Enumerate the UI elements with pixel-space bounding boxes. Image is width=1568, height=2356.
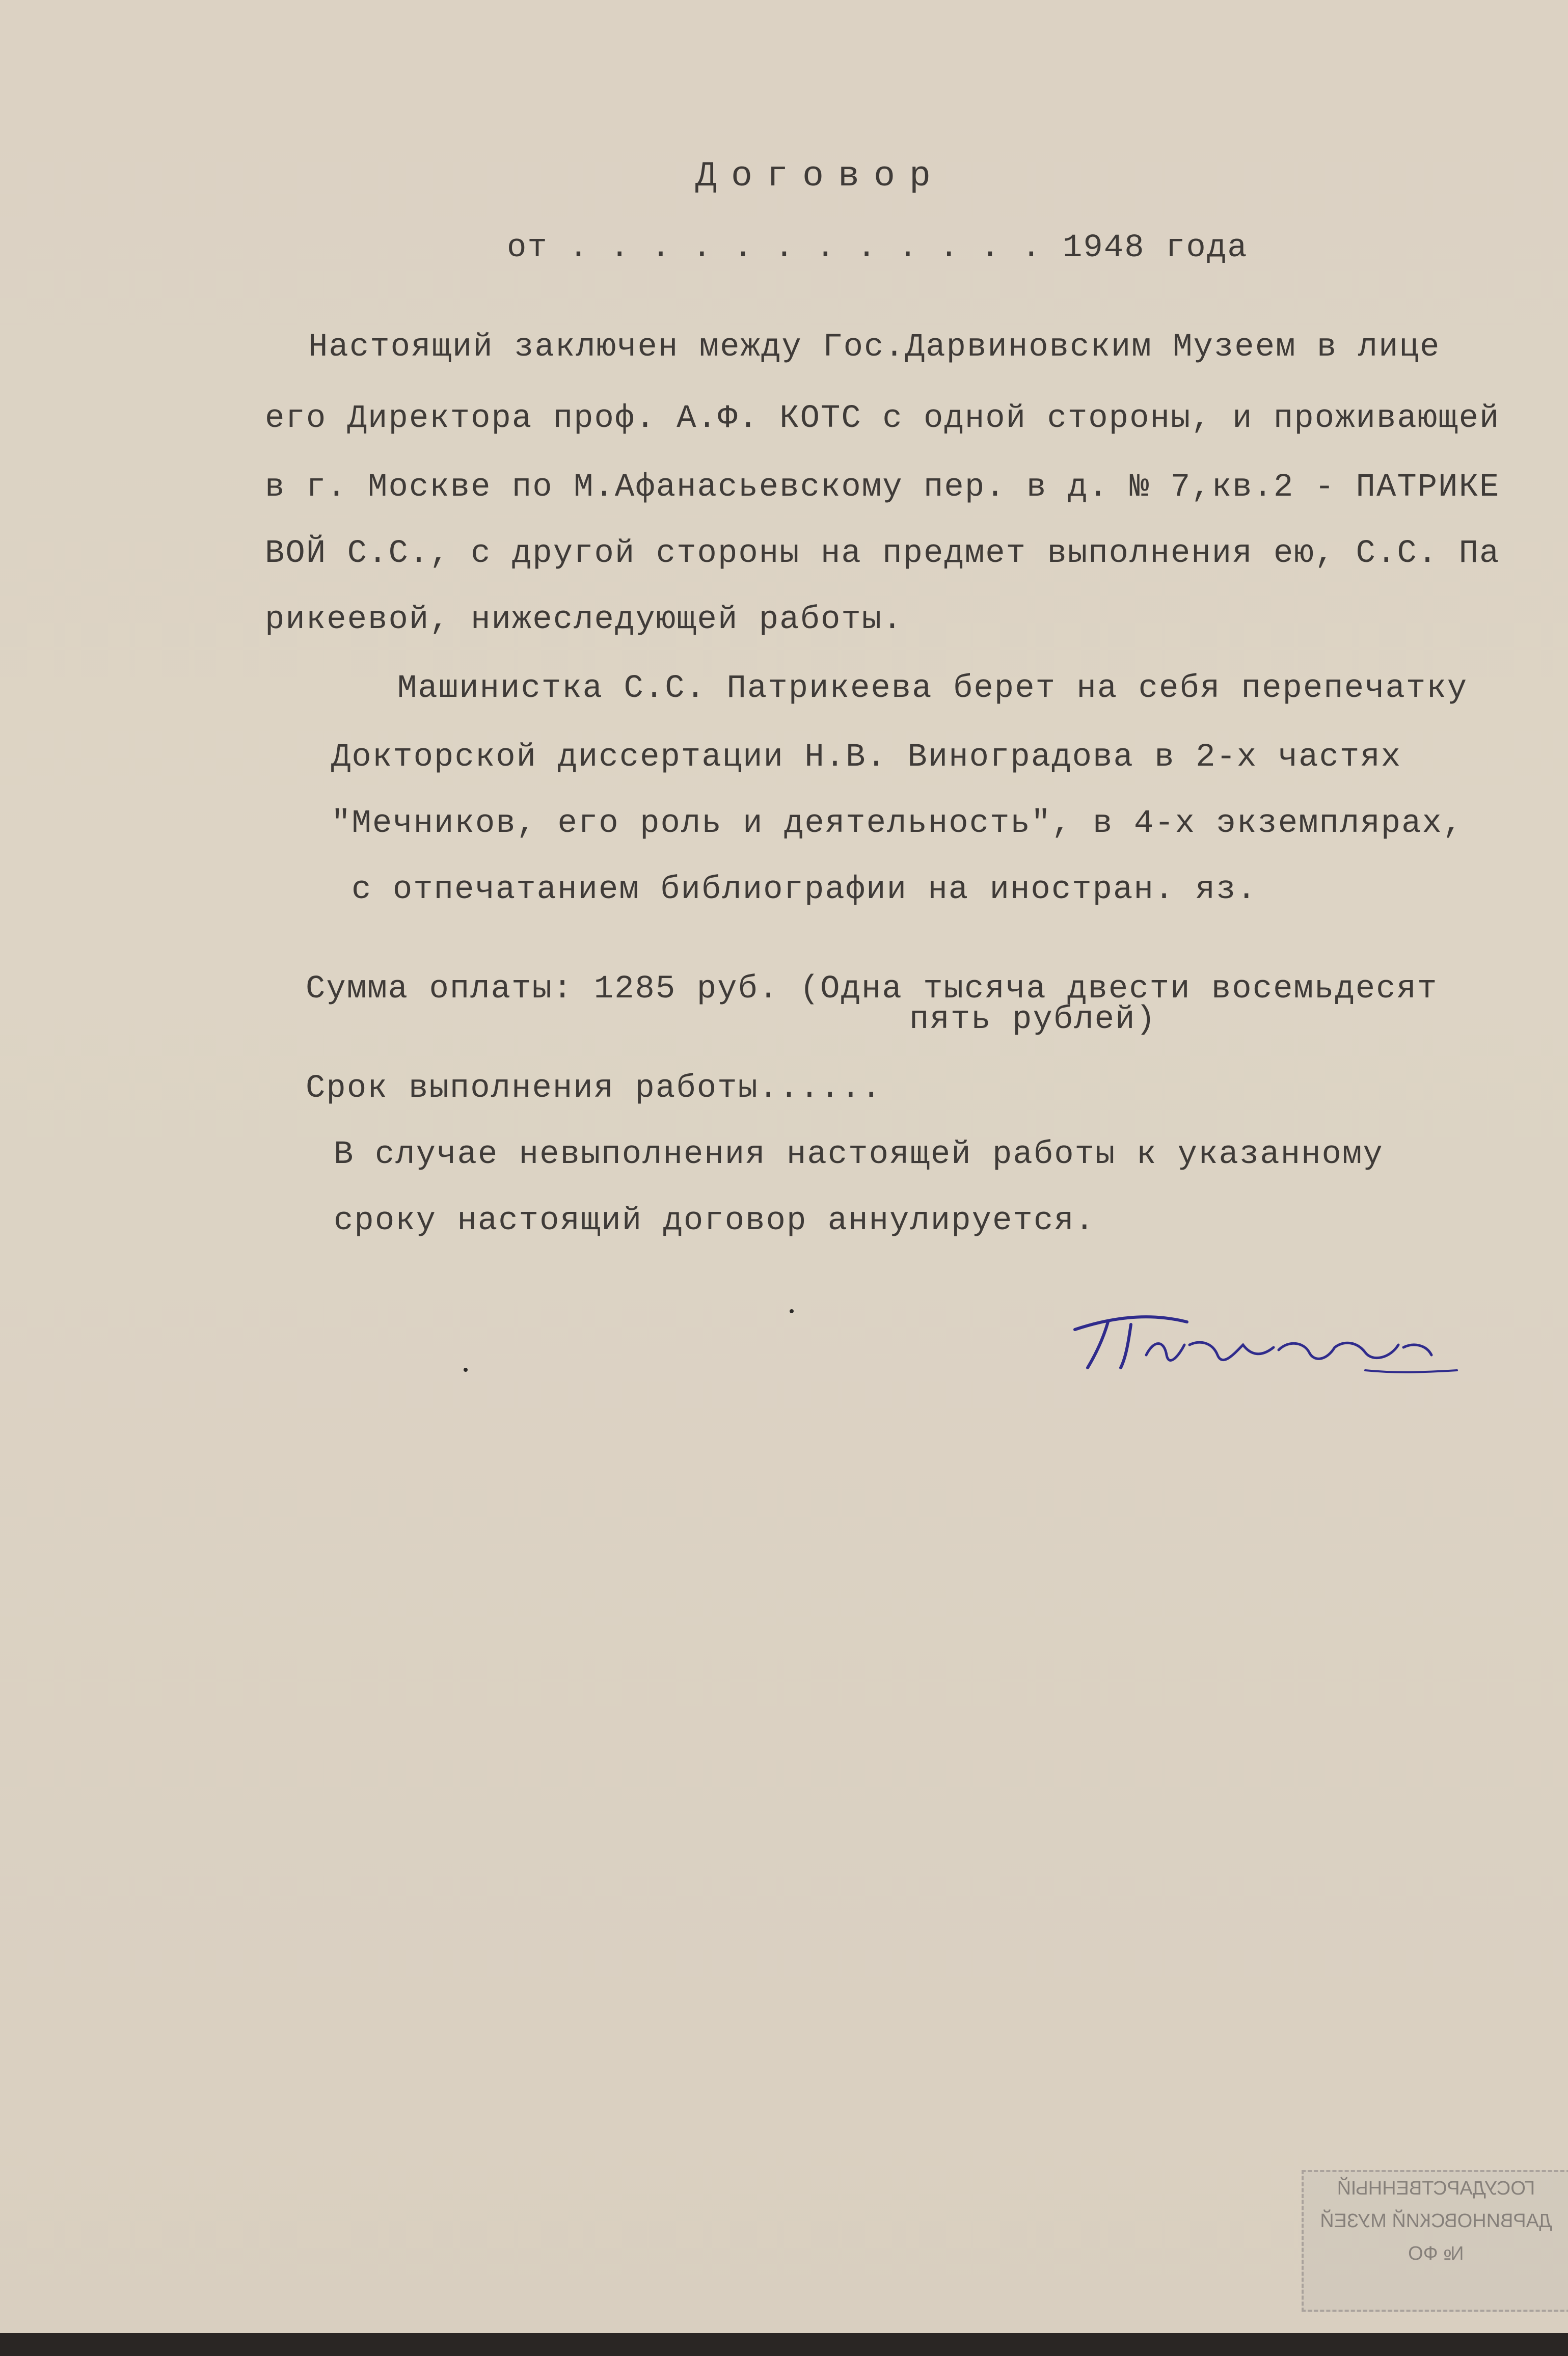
penalty-line-1: В случае невыполнения настоящей работы к указанному [334,1136,1384,1173]
scan-bottom-edge [0,2333,1568,2356]
deadline-line: Срок выполнения работы...... [306,1070,882,1107]
payment-line-1: Сумма оплаты: 1285 руб. (Одна тысяча двести восемьдесят [306,971,1438,1008]
task-line-2: Докторской диссертации Н.В. Виноградова в 2-х частях [331,739,1402,776]
stamp-line-1: ГОСУДАРСТВЕННЫЙ [1337,2178,1535,2199]
date-line: от . . . . . . . . . . . . 1948 года [507,230,1248,266]
intro-line-5: рикеевой, нижеследующей работы. [265,602,903,638]
intro-line-3: в г. Москве по М.Афанасьевскому пер. в д. № 7,кв.2 - ПАТРИКЕ [265,469,1500,506]
task-line-4: с отпечатанием библиографии на иностран. яз. [352,872,1257,908]
stamp-line-3: № ФО [1408,2243,1464,2264]
handwritten-signature [1060,1294,1467,1386]
paper-speck [790,1309,794,1313]
task-line-3: "Мечников, его роль и деятельность", в 4-х экземплярах, [331,805,1464,842]
penalty-line-2: сроку настоящий договор аннулируется. [334,1203,1096,1239]
stamp-line-2: ДАРВИНОВСКИЙ МУЗЕЙ [1320,2210,1552,2232]
intro-line-2: его Директора проф. А.Ф. КОТС с одной стороны, и проживающей [265,400,1500,437]
intro-line-1: Настоящий заключен между Гос.Дарвиновским Музеем в лице [308,329,1441,366]
archive-stamp [1302,2170,1568,2312]
intro-line-4: ВОЙ С.С., с другой стороны на предмет выполнения ею, С.С. Па [265,535,1500,572]
payment-line-2: пять рублей) [909,1001,1156,1038]
document-title: Договор [695,156,945,197]
paper-speck [464,1368,468,1372]
task-line-1: Машинистка С.С. Патрикеева берет на себя перепечатку [397,670,1468,707]
